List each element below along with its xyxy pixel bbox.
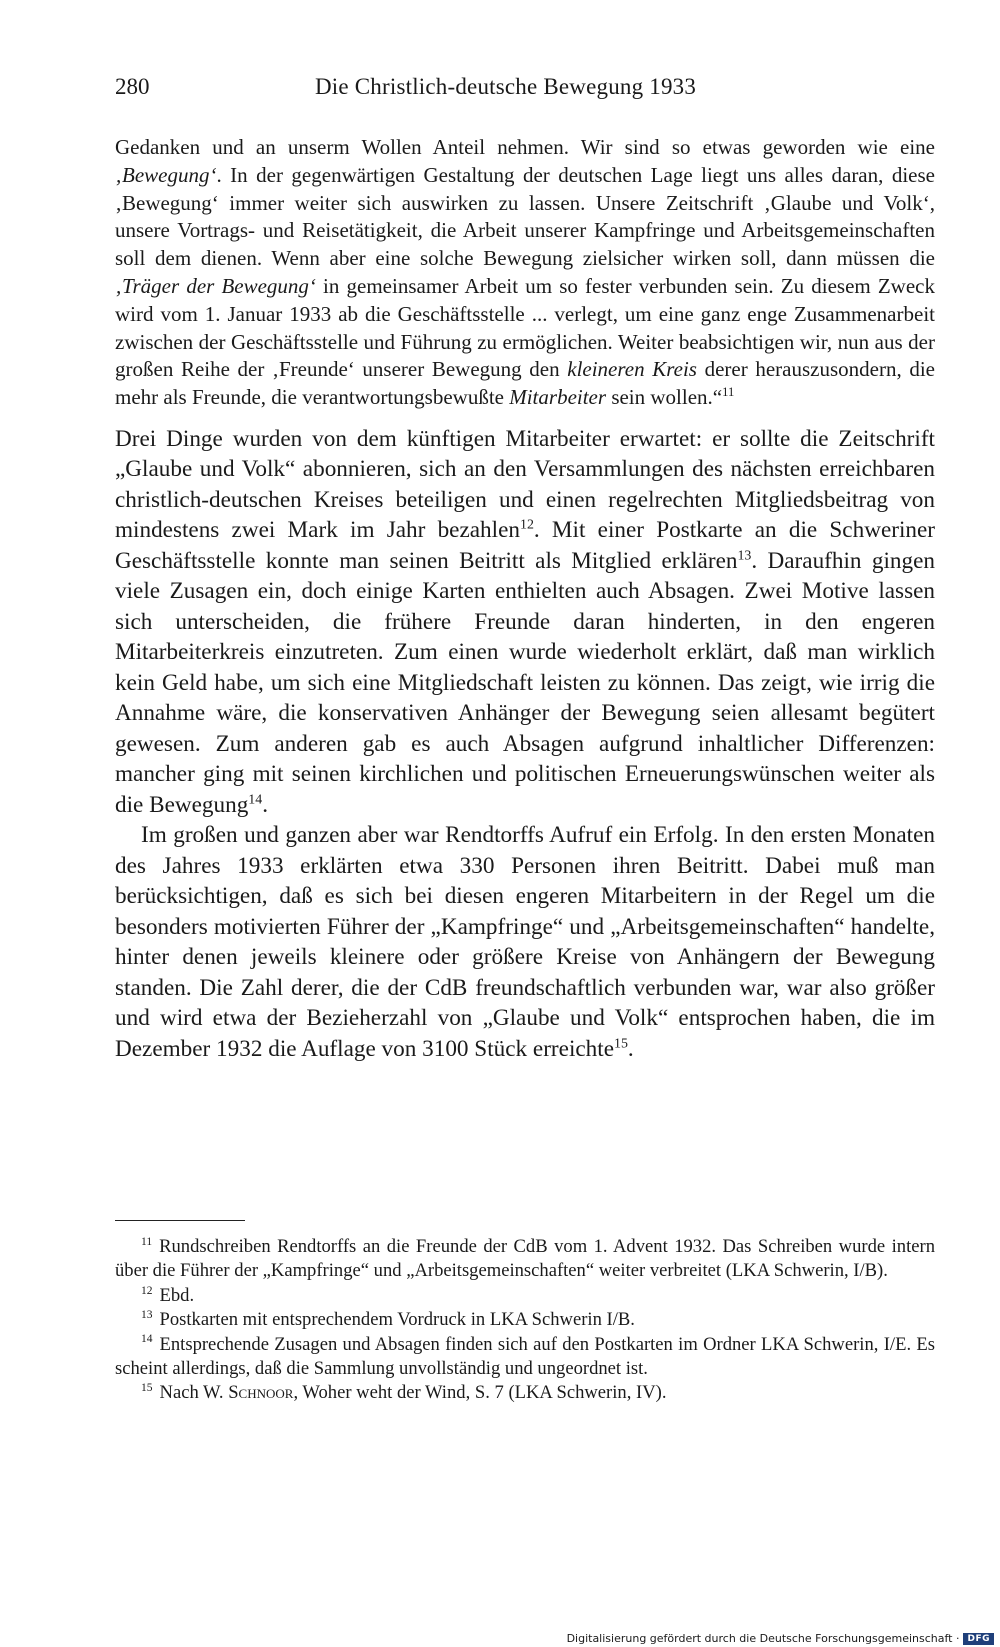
footnote-ref[interactable]: 15 [614, 1036, 628, 1052]
dfg-logo: DFG [963, 1633, 994, 1645]
body-text [115, 424, 935, 1065]
footnote-14 [115, 1333, 935, 1382]
paragraph-text: . Mit einer Postkarte an die Schweriner Geschäftsstelle konnte man seinen Beitritt als Mitglied erklären [115, 517, 936, 574]
footnote-number: 14 [141, 1333, 153, 1346]
footnote-12 [115, 1284, 935, 1308]
paragraph-text: Im großen und ganzen aber war Rendtorffs Aufruf ein Erfolg. In den ersten Monaten des Jahres 1933 erklärten etwa 330 Personen ihren Beitritt. Dabei muß man berücksichtigen, daß es sich bei diesen engeren Mitarbeitern in der Regel um die besonders motivierten Führer der „Kampfringe“ und „Arbeitsgemeinschaften“ handelte, hinter denen jeweils kleinere oder größere Kreise von Anhängern der Bewegung standen. Die Zahl derer, die der CdB freundschaftlich verbunden war, war also größer und wird etwa der Bezieherzahl von „Glaube und Volk“ entsprochen haben, die im Dezember 1932 die Auflage von 3100 Stück erreichte [115, 822, 935, 1062]
quote-emphasis: ‚Träger der Bewegung‘ [115, 273, 316, 298]
footnote-text: , Woher weht der Wind, S. 7 (LKA Schwerin, IV). [293, 1382, 667, 1404]
paragraph [115, 820, 935, 1064]
footnote-text: Rundschreiben Rendtorffs an die Freunde der CdB vom 1. Advent 1932. Das Schreiben wurde intern über die Führer der „Kampfringe“ und „Arbeitsgemeinschaften“ weiter verbreitet (LKA Schwerin, I/B). [115, 1236, 935, 1282]
book-page [115, 70, 936, 1404]
footnote-text: Ebd. [159, 1284, 195, 1306]
quote-text: in gemeinsamer Arbeit um so fester verbunden sein. Zu diesem Zweck wird vom 1. Januar 1933 ab die Geschäftsstelle ... verlegt, um eine ganz enge Zusammenarbeit zwischen der Geschäftsstelle und Führung zu ermöglichen. Weiter beabsichtigen wir, nun aus der großen Reihe der ‚Freunde‘ unserer Bewegung den [115, 273, 935, 382]
paragraph-text: Drei Dinge wurden von dem künftigen Mitarbeiter erwartet: er sollte die Zeitschrift „Glaube und Volk“ abonnieren, sich an den Versammlungen des nächsten erreichbaren christlich-deutschen Kreises beteiligen und einen regelrechten Mitgliedsbeitrag von mindestens zwei Mark im Jahr bezahlen [115, 425, 935, 544]
running-title: Die Christlich-deutsche Bewegung 1933 [315, 74, 697, 99]
paragraph-text: . [627, 1035, 634, 1062]
footnote-ref[interactable]: 13 [737, 548, 752, 564]
footnote-number: 15 [141, 1382, 153, 1395]
quote-text: derer herauszusondern, die mehr als Freunde, die verantwortungsbewußte [115, 357, 935, 410]
running-head [115, 70, 935, 110]
block-quote [115, 134, 935, 412]
footnote-number: 12 [141, 1284, 153, 1297]
footnote-ref[interactable]: 12 [519, 517, 534, 533]
footnote-11 [115, 1235, 935, 1284]
footnote-text: Postkarten mit entsprechendem Vordruck in LKA Schwerin I/B. [159, 1309, 635, 1331]
footnote-number: 11 [141, 1235, 153, 1248]
footnote-ref[interactable]: 14 [248, 792, 263, 808]
quote-emphasis: kleineren Kreis [567, 357, 697, 382]
footnote-13 [115, 1308, 935, 1332]
paragraph-text: . Daraufhin gingen viele Zusagen ein, doch einige Karten enthielten auch Absagen. Zwei Motive lassen sich unterscheiden, die frühere Freunde daran hinderten, in den engeren Mitarbeiterkreis einzutreten. Zum einen wurde wiederholt erklärt, daß man wirklich kein Geld habe, um sich eine Mitgliedschaft leisten zu können. Das zeigt, wie irrig die Annahme wäre, die konservativen Anhänger der Bewegung seien allesamt begütert gewesen. Zum anderen gab es auch Absagen aufgrund inhaltlicher Differenzen: mancher ging mit seinen kirchlichen und politischen Erneuerungswünschen weiter als die Bewegung [115, 547, 935, 818]
footnote-number: 13 [141, 1309, 153, 1322]
footnote-ref[interactable]: 11 [722, 385, 735, 400]
footnote-text: Nach W. [159, 1382, 229, 1404]
footnote-text: Entsprechende Zusagen und Absagen finden sich auf den Postkarten im Ordner LKA Schwerin, I/E. Es scheint allerdings, daß die Sammlung unvollständig und ungeordnet ist. [115, 1333, 935, 1380]
credit-text: Digitalisierung gefördert durch die Deutsche Forschungsgemeinschaft · [566, 1632, 960, 1645]
quote-emphasis: Mitarbeiter [509, 385, 607, 410]
paragraph [115, 424, 935, 821]
page-number: 280 [115, 74, 150, 99]
author-name: Schnoor [228, 1382, 294, 1404]
quote-text: Gedanken und an unserm Wollen Anteil nehmen. Wir sind so etwas geworden wie eine [115, 135, 935, 159]
footnote-divider [115, 1220, 245, 1221]
quote-emphasis: ‚Bewegung‘ [115, 162, 217, 187]
footnote-15 [115, 1381, 935, 1405]
quote-text: . In der gegenwärtigen Gestaltung der deutschen Lage liegt uns alles daran, diese ‚Bewegung‘ immer weiter sich auswirken zu lassen. Unsere Zeitschrift ‚Glaube und Volk‘, unsere Vortrags- und Reisetätigkeit, die Arbeit unserer Kampfringe und Arbeitsgemeinschaften soll dem dienen. Wenn aber eine solche Bewegung zielsicher wirken soll, dann müssen die [115, 162, 935, 271]
footnotes [115, 1220, 935, 1406]
quote-text: sein wollen.“ [606, 385, 723, 410]
digitization-credit [567, 1632, 994, 1645]
paragraph-text: . [262, 791, 268, 818]
